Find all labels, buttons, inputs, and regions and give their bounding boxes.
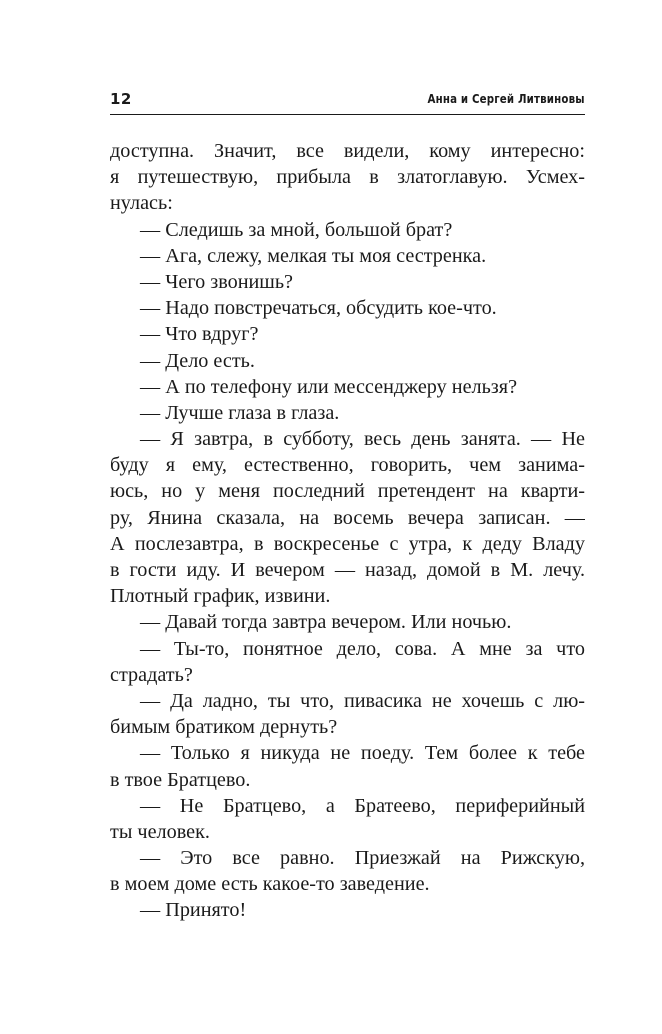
text-line: — Это все равно. Приезжай на Рижскую,	[140, 847, 585, 870]
text-line: ты человек.	[110, 820, 210, 843]
text-line: — Не Братцево, а Братеево, периферийный	[140, 794, 585, 817]
text-line: — Ага, слежу, мелкая ты моя сестренка.	[140, 244, 487, 267]
text-line: — Я завтра, в субботу, весь день занята. — Не	[140, 428, 585, 451]
text-line: — А по телефону или мессенджеру нельзя?	[140, 375, 518, 398]
text-line: А послезавтра, в воскресенье с утра, к деду Владу	[110, 532, 585, 555]
text-line: буду я ему, естественно, говорить, чем занима-	[110, 454, 585, 477]
text-line: — Следишь за мной, большой брат?	[140, 218, 453, 241]
text-line: — Принято!	[140, 899, 247, 922]
text-line: Плотный график, извини.	[110, 585, 331, 608]
text-line: юсь, но у меня последний претендент на кварти-	[110, 480, 585, 503]
text-line: я путешествую, прибыла в златоглавую. Усмех-	[110, 166, 585, 189]
text-line: — Дело есть.	[140, 349, 255, 372]
text-line: — Надо повстречаться, обсудить кое-что.	[140, 297, 497, 320]
running-title: Анна и Сергей Литвиновы	[427, 91, 585, 106]
text-line: бимым братиком дернуть?	[110, 716, 338, 739]
text-line: в гости иду. И вечером — назад, домой в М. лечу.	[110, 559, 585, 581]
text-line: в моем доме есть какое-то заведение.	[110, 873, 430, 896]
text-line: — Только я никуда не поеду. Тем более к тебе	[140, 742, 585, 765]
text-line: — Давай тогда завтра вечером. Или ночью.	[140, 611, 512, 634]
text-line: страдать?	[110, 663, 193, 686]
text-line: — Что вдруг?	[140, 323, 259, 346]
text-line: — Чего звонишь?	[140, 270, 294, 293]
text-line: доступна. Значит, все видели, кому интересно:	[110, 140, 585, 162]
text-line: ру, Янина сказала, на восемь вечера записан. —	[110, 506, 585, 529]
page-number: 12	[110, 90, 132, 108]
text-line: — Лучше глаза в глаза.	[140, 401, 340, 424]
text-line: — Ты-то, понятное дело, сова. А мне за что	[140, 637, 585, 660]
text-line: в твое Братцево.	[110, 768, 251, 791]
body-text	[110, 138, 585, 924]
text-line: нулась:	[110, 192, 173, 215]
page-header	[110, 88, 585, 115]
text-line: — Да ладно, ты что, пивасика не хочешь с лю-	[140, 689, 585, 712]
